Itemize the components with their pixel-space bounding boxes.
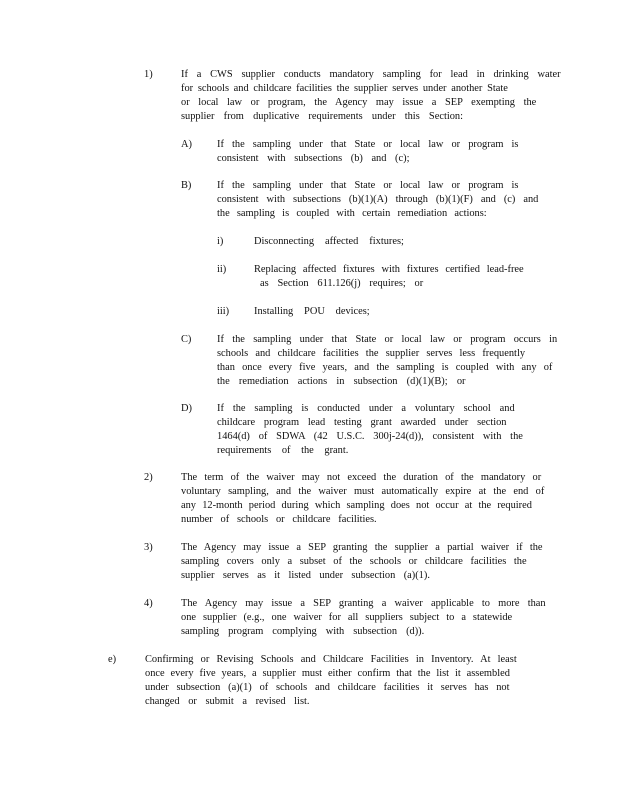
- text-line: 1464(d) of SDWA (42 U.S.C. 300j-24(d)), consistent with the: [217, 431, 523, 442]
- text-line: sampling covers only a subset of the schools or childcare facilities the: [181, 556, 527, 567]
- text-line: supplier from duplicative requirements under this Section:: [181, 111, 463, 122]
- item-label: i): [217, 236, 224, 247]
- item-text: [181, 541, 551, 583]
- item-label: 3): [144, 542, 153, 553]
- text-line: sampling program complying with subsection (d)).: [181, 626, 425, 637]
- text-line: for schools and childcare facilities the supplier serves under another State: [181, 83, 508, 94]
- item-label: C): [181, 334, 192, 345]
- text-line: any 12-month period during which sampling does not occur at the required: [181, 500, 532, 511]
- item-label: A): [181, 139, 192, 150]
- text-line: Replacing affected fixtures with fixtures certified lead-free: [254, 264, 524, 275]
- item-label: 2): [144, 472, 153, 483]
- text-line: under subsection (a)(1) of schools and childcare facilities it serves has not: [145, 682, 510, 693]
- text-line: The Agency may issue a SEP granting a waiver applicable to more than: [181, 598, 546, 609]
- text-line: childcare program lead testing grant awarded under section: [217, 417, 507, 428]
- text-line: Confirming or Revising Schools and Childcare Facilities in Inventory. At least: [145, 654, 517, 665]
- item-label: 1): [144, 69, 153, 80]
- text-line: The Agency may issue a SEP granting the supplier a partial waiver if the: [181, 542, 543, 553]
- text-line: Disconnecting affected fixtures;: [254, 236, 404, 247]
- text-line: If a CWS supplier conducts mandatory sampling for lead in drinking water: [181, 69, 561, 80]
- item-label: 4): [144, 598, 153, 609]
- item-label: ii): [217, 264, 227, 275]
- text-line: than once every five years, and the sampling is coupled with any of: [217, 362, 553, 373]
- text-line: supplier serves as it listed under subsection (a)(1).: [181, 570, 430, 581]
- text-line: If the sampling under that State or local law or program is: [217, 139, 519, 150]
- item-text: [254, 263, 544, 291]
- text-line: as Section 611.126(j) requires; or: [260, 278, 424, 289]
- text-line: one supplier (e.g., one waiver for all suppliers subject to a statewide: [181, 612, 513, 623]
- text-line: or local law or program, the Agency may issue a SEP exempting the: [181, 97, 537, 108]
- text-line: If the sampling under that State or local law or program is: [217, 180, 519, 191]
- text-line: consistent with subsections (b)(1)(A) through (b)(1)(F) and (c) and: [217, 194, 539, 205]
- text-line: If the sampling is conducted under a voluntary school and: [217, 403, 515, 414]
- text-line: changed or submit a revised list.: [145, 696, 310, 707]
- item-text: [217, 333, 558, 389]
- text-line: consistent with subsections (b) and (c);: [217, 153, 410, 164]
- item-label: B): [181, 180, 192, 191]
- item-text: [254, 235, 544, 249]
- text-line: Installing POU devices;: [254, 306, 370, 317]
- item-text: [254, 305, 544, 319]
- text-line: The term of the waiver may not exceed the duration of the mandatory or: [181, 472, 542, 483]
- item-label: D): [181, 403, 192, 414]
- item-text: [217, 179, 547, 221]
- text-line: the remediation actions in subsection (d)(1)(B); or: [217, 376, 466, 387]
- item-text: [217, 402, 547, 458]
- text-line: If the sampling under that State or local law or program occurs in: [217, 334, 558, 345]
- item-label: iii): [217, 306, 230, 317]
- text-line: the sampling is coupled with certain remediation actions:: [217, 208, 487, 219]
- item-label: e): [108, 654, 117, 665]
- item-text: [181, 68, 561, 124]
- text-line: voluntary sampling, and the waiver must automatically expire at the end of: [181, 486, 545, 497]
- text-line: number of schools or childcare facilities.: [181, 514, 377, 525]
- item-text: [145, 653, 545, 709]
- text-line: schools and childcare facilities the supplier serves less frequently: [217, 348, 526, 359]
- text-line: once every five years, a supplier must either confirm that the list it assembled: [145, 668, 510, 679]
- text-line: requirements of the grant.: [217, 445, 349, 456]
- item-text: [181, 471, 551, 527]
- item-text: [181, 597, 551, 639]
- item-text: [217, 138, 547, 166]
